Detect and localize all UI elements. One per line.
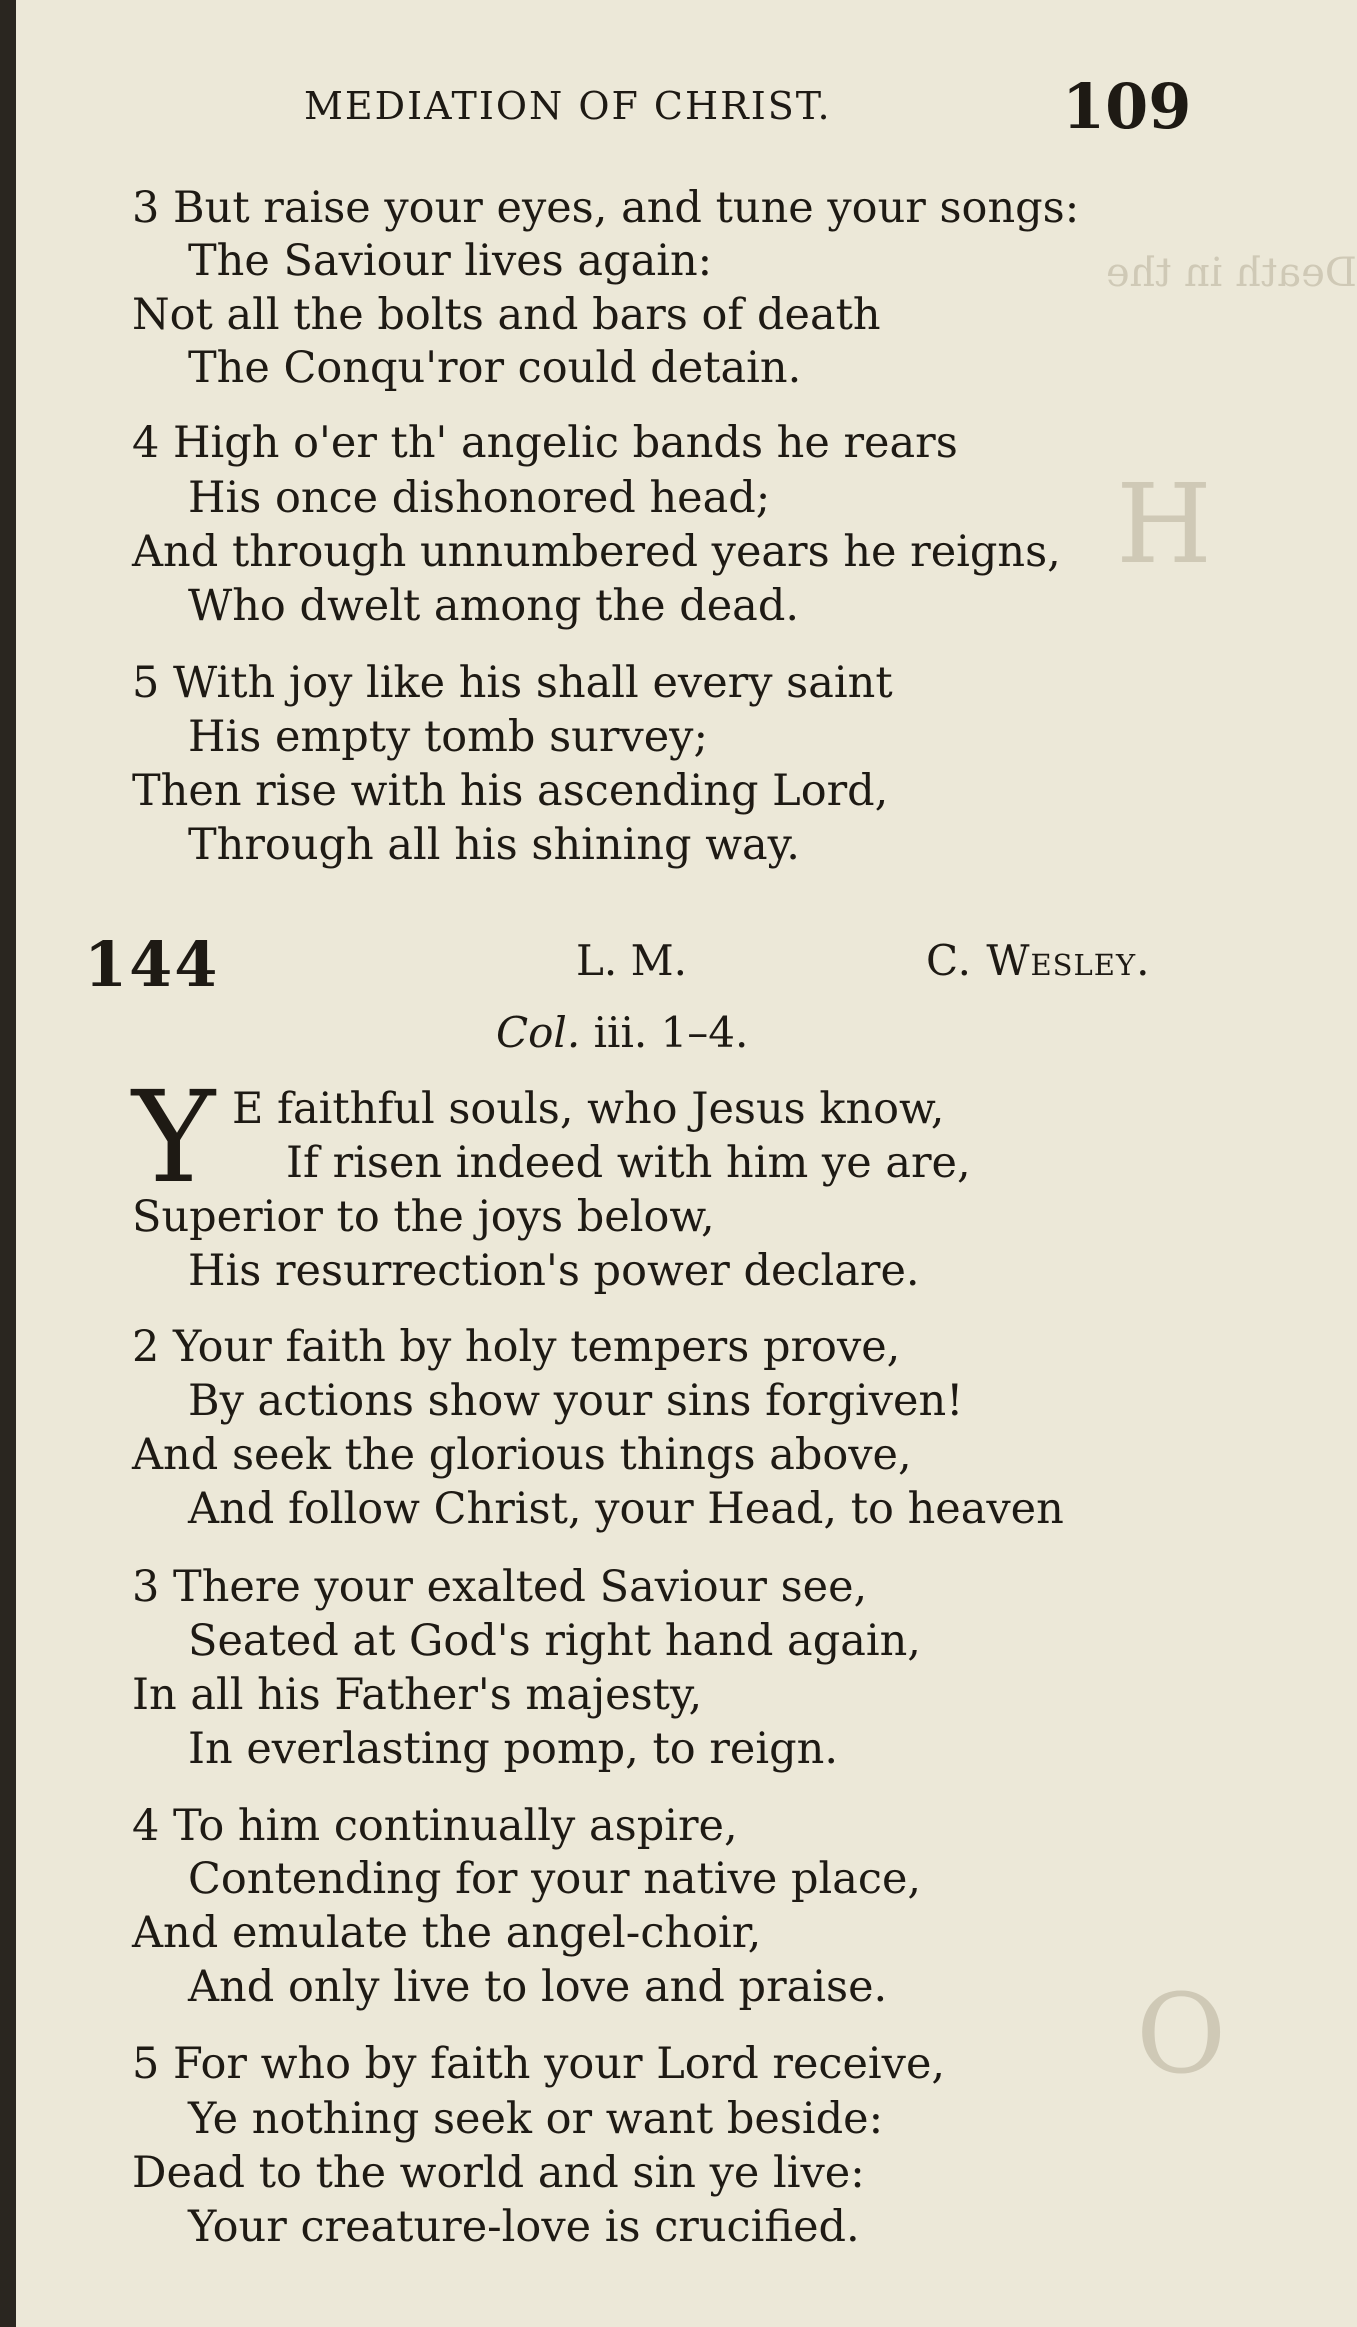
bleed-through-text: H: [1116, 460, 1212, 588]
page-number: 109: [1062, 70, 1192, 143]
verse-line: And emulate the angel-choir,: [132, 1908, 762, 1958]
drop-cap: Y: [132, 1064, 216, 1211]
running-title: MEDIATION OF CHRIST.: [304, 84, 832, 128]
verse-line: Through all his shining way.: [188, 820, 800, 870]
verse-line: And seek the glorious things above,: [132, 1430, 912, 1480]
verse-line: 5 With joy like his shall every saint: [132, 658, 893, 708]
scripture-reference: [496, 1008, 748, 1057]
verse-line: The Conqu'ror could detain.: [188, 343, 802, 393]
book-spine-edge: [0, 0, 16, 2327]
verse-line: 3 There your exalted Saviour see,: [132, 1562, 868, 1612]
verse-line: Contending for your native place,: [188, 1854, 922, 1904]
scripture-chapter-verse: iii. 1–4.: [593, 1008, 749, 1057]
verse-line: His once dishonored head;: [188, 473, 771, 523]
verse-line: Dead to the world and sin ye live:: [132, 2148, 865, 2198]
verse-line: Ye nothing seek or want beside:: [188, 2094, 884, 2144]
verse-line: Seated at God's right hand again,: [188, 1616, 921, 1666]
verse-line: Superior to the joys below,: [132, 1192, 715, 1242]
verse-line: E faithful souls, who Jesus know,: [232, 1084, 945, 1134]
verse-line: And only live to love and praise.: [188, 1962, 888, 2012]
bleed-through-text: O: [1136, 1970, 1227, 2098]
verse-line: Your creature-love is crucified.: [188, 2202, 860, 2252]
verse-line: In everlasting pomp, to reign.: [188, 1724, 838, 1774]
verse-line: Not all the bolts and bars of death: [132, 290, 881, 340]
verse-line: Who dwelt among the dead.: [188, 581, 800, 631]
verse-line: Then rise with his ascending Lord,: [132, 766, 889, 816]
hymn-author: C. Wesley.: [926, 936, 1151, 985]
verse-line: In all his Father's majesty,: [132, 1670, 703, 1720]
hymn-meter: L. M.: [576, 936, 687, 985]
verse-line: His empty tomb survey;: [188, 712, 708, 762]
page-header: [16, 70, 1260, 150]
verse-line: 3 But raise your eyes, and tune your songs:: [132, 183, 1080, 233]
verse-line: If risen indeed with him ye are,: [286, 1138, 971, 1188]
verse-line: By actions show your sins forgiven!: [188, 1376, 964, 1426]
bleed-through-text: Death in the: [1106, 250, 1357, 296]
verse-line: And through unnumbered years he reigns,: [132, 527, 1061, 577]
verse-line: And follow Christ, your Head, to heaven: [188, 1484, 1064, 1534]
verse-line: 2 Your faith by holy tempers prove,: [132, 1322, 901, 1372]
verse-line: 4 High o'er th' angelic bands he rears: [132, 418, 958, 468]
verse-line: 5 For who by faith your Lord receive,: [132, 2039, 946, 2089]
verse-line: 4 To him continually aspire,: [132, 1801, 738, 1851]
verse-line: His resurrection's power declare.: [188, 1246, 920, 1296]
book-page: [16, 0, 1357, 2327]
hymn-number: 144: [84, 928, 220, 1001]
scripture-book: Col.: [496, 1008, 581, 1057]
verse-line: The Saviour lives again:: [188, 236, 713, 286]
